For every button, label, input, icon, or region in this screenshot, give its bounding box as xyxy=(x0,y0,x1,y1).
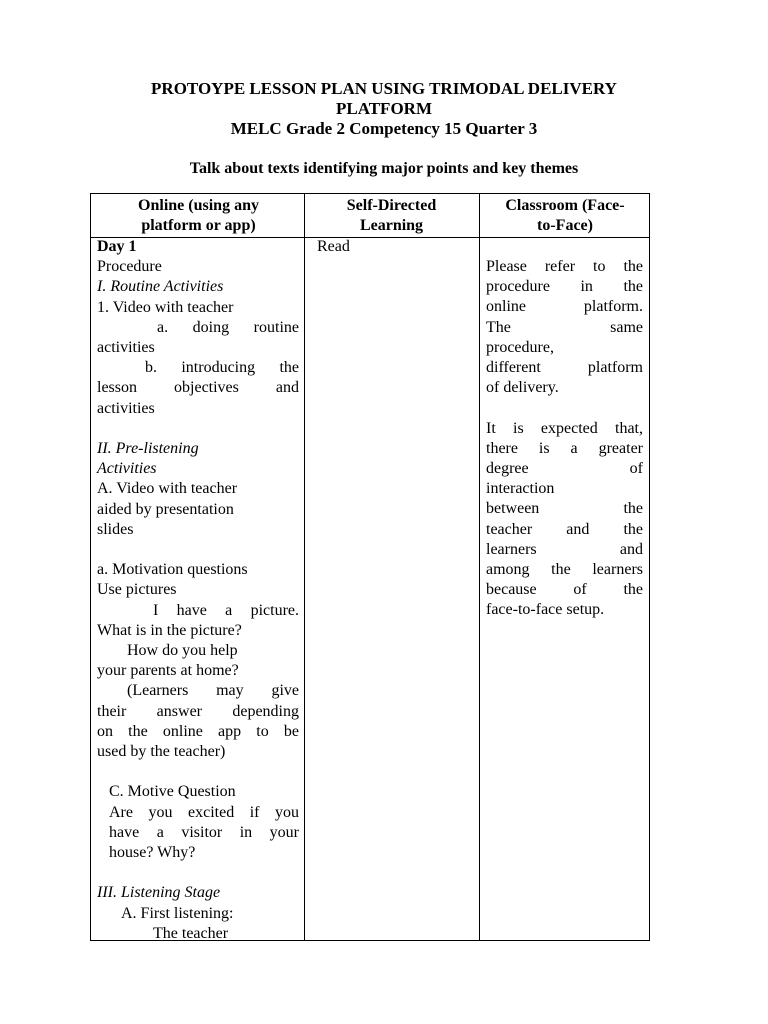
spacer xyxy=(486,398,643,418)
picture-question-line-2: What is in the picture? xyxy=(97,621,242,639)
learners-note-line-4: used by the teacher) xyxy=(97,743,226,761)
learners-note-line-3: on the online app to be xyxy=(97,722,299,740)
classroom-p2-line-7: learners and xyxy=(486,540,643,558)
lesson-plan-table xyxy=(90,193,650,941)
header-classroom-line-2: to-Face) xyxy=(537,217,593,234)
picture-question-line-1: I have a picture. xyxy=(153,601,299,619)
motive-question-line-3: have a visitor in your xyxy=(109,823,299,841)
classroom-p2-line-4: interaction xyxy=(486,480,555,498)
help-question-line-1: How do you help xyxy=(127,642,238,660)
classroom-p2-line-9: because of the xyxy=(486,581,643,599)
video-slides-line-1: A. Video with teacher xyxy=(97,480,238,498)
classroom-p1-line-1: Please refer to the xyxy=(486,258,643,275)
motive-question-line-4: house? Why? xyxy=(109,844,196,862)
header-self-directed xyxy=(309,196,474,236)
spacer xyxy=(97,419,299,439)
online-column-content xyxy=(97,237,299,944)
classroom-p2-line-1: It is expected that, xyxy=(486,419,643,437)
classroom-p2-line-3: degree of xyxy=(486,460,643,478)
header-online xyxy=(97,196,300,236)
classroom-p2-line-2: there is a greater xyxy=(486,439,643,457)
listening-stage-heading: III. Listening Stage xyxy=(97,884,221,902)
classroom-p1-line-4: The same xyxy=(486,318,643,336)
header-classroom xyxy=(484,196,646,236)
classroom-p2-line-8: among the learners xyxy=(486,561,643,579)
document-title-line-1: PROTOYPE LESSON PLAN USING TRIMODAL DELIVERY xyxy=(151,79,617,98)
classroom-p1-line-5: procedure, xyxy=(486,338,554,356)
classroom-p1-line-6: different platform xyxy=(486,359,643,377)
document-title-line-2: PLATFORM xyxy=(335,99,432,118)
spacer xyxy=(97,863,299,883)
column-divider-1 xyxy=(304,194,305,940)
video-slides-line-3: slides xyxy=(97,520,134,538)
column-divider-2 xyxy=(479,194,480,940)
read-label: Read xyxy=(317,238,350,255)
classroom-column-content xyxy=(486,257,643,621)
item-b-line-1: b. introducing the xyxy=(145,359,299,377)
classroom-p2-line-10: face-to-face setup. xyxy=(486,601,605,619)
learners-note-line-1: (Learners may give xyxy=(127,682,299,700)
classroom-p2-line-5: between the xyxy=(486,500,643,518)
classroom-p2-line-6: teacher and the xyxy=(486,520,643,538)
header-self-directed-line-2: Learning xyxy=(359,217,424,234)
help-question-line-2: your parents at home? xyxy=(97,662,239,680)
header-online-line-2: platform or app) xyxy=(141,217,256,234)
classroom-p1-line-3: online platform. xyxy=(486,298,643,316)
classroom-p1-line-7: of delivery. xyxy=(486,379,559,397)
item-b-line-3: activities xyxy=(97,399,155,417)
header-self-directed-line-1: Self-Directed xyxy=(346,197,437,214)
use-pictures: Use pictures xyxy=(97,581,177,599)
prelistening-heading-line-1: II. Pre-listening xyxy=(97,440,199,458)
procedure-label: Procedure xyxy=(97,258,162,276)
learners-note-line-2: their answer depending xyxy=(97,702,299,720)
video-slides-line-2: aided by presentation xyxy=(97,500,234,518)
classroom-p1-line-2: procedure in the xyxy=(486,278,643,296)
item-a-line-2: activities xyxy=(97,339,155,357)
header-online-line-1: Online (using any xyxy=(138,197,259,214)
document-title-line-3: MELC Grade 2 Competency 15 Quarter 3 xyxy=(230,119,538,138)
day-label: Day 1 xyxy=(97,238,137,255)
motivation-questions: a. Motivation questions xyxy=(97,561,248,579)
motive-question-heading: C. Motive Question xyxy=(109,783,236,801)
header-classroom-line-1: Classroom (Face- xyxy=(505,197,625,214)
routine-activities-heading: I. Routine Activities xyxy=(97,278,224,296)
spacer xyxy=(97,762,299,782)
first-listening: A. First listening: xyxy=(121,904,234,922)
the-teacher: The teacher xyxy=(153,924,229,942)
self-directed-column-content xyxy=(317,237,467,257)
motive-question-line-2: Are you excited if you xyxy=(109,803,299,821)
video-with-teacher: 1. Video with teacher xyxy=(97,298,234,316)
document-subtitle: Talk about texts identifying major points and key themes xyxy=(189,160,579,177)
spacer xyxy=(97,540,299,560)
item-a-line-1: a. doing routine xyxy=(157,318,299,336)
item-b-line-2: lesson objectives and xyxy=(97,379,299,397)
prelistening-heading-line-2: Activities xyxy=(97,460,157,478)
